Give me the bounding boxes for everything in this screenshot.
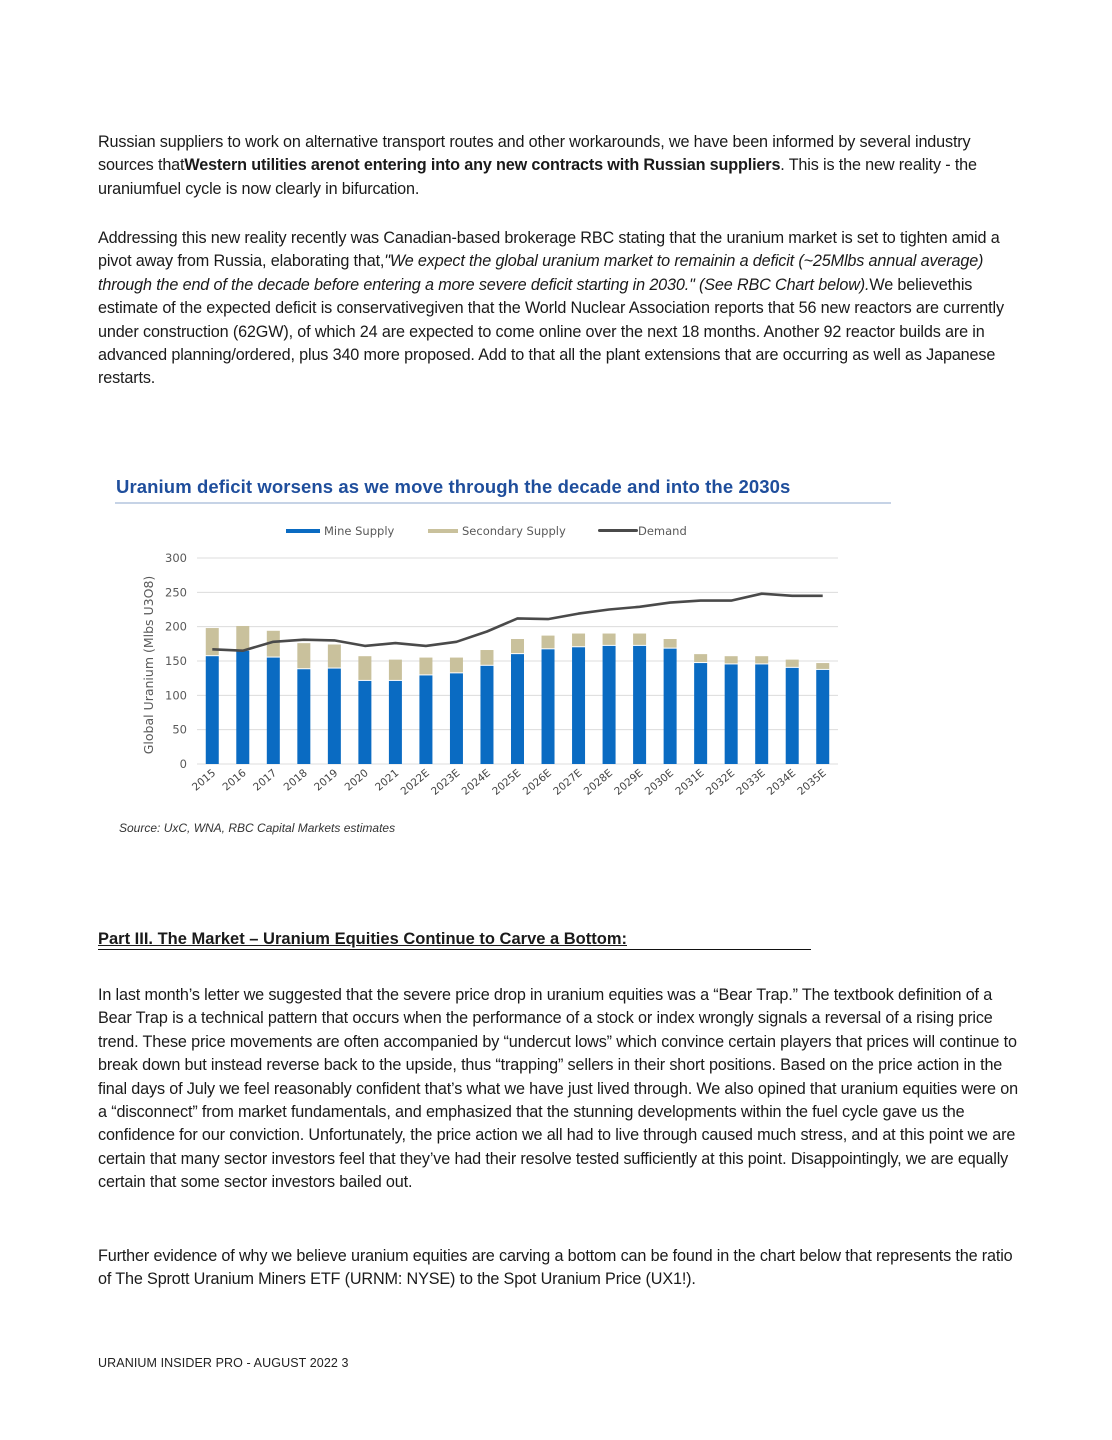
paragraph-text: Addressing this new reality recently was Canadian-based brokerage RBC stating that the uranium market is set to tighten amid a pivot away from Russia, elaborating that, <box>98 229 1000 271</box>
bar-mine-supply <box>816 670 829 764</box>
bar-secondary-supply <box>328 645 341 668</box>
bar-mine-supply <box>450 673 463 764</box>
x-tick-label: 2022E <box>398 767 432 798</box>
bar-secondary-supply <box>480 650 493 665</box>
bar-mine-supply <box>236 651 249 764</box>
y-tick-label: 300 <box>165 551 187 565</box>
legend-swatch <box>598 529 638 532</box>
x-tick-label: 2029E <box>612 767 646 798</box>
bar-mine-supply <box>358 681 371 764</box>
bars <box>206 626 829 764</box>
paragraph-text: Russian suppliers to work on alternative transport routes and other workarounds, we have been informed by several industry sources that <box>98 133 971 175</box>
y-axis-ticks <box>165 551 187 771</box>
legend-label: Demand <box>638 524 687 538</box>
bar-secondary-supply <box>755 656 768 663</box>
x-tick-label: 2030E <box>642 767 677 798</box>
bold-emphasis: Western utilities arenot entering into any new contracts with Russian suppliers <box>184 156 781 175</box>
bar-secondary-supply <box>633 634 646 645</box>
bar-mine-supply <box>542 649 555 764</box>
bar-mine-supply <box>786 668 799 764</box>
x-tick-label: 2031E <box>673 767 707 798</box>
page-footer: URANIUM INSIDER PRO - AUGUST 2022 3 <box>98 1356 349 1370</box>
legend <box>286 524 687 538</box>
x-tick-label: 2023E <box>429 767 463 798</box>
rbc-quote: "We expect the global uranium market to remainin a deficit (~25Mlbs annual average) through the end of the decade before entering a more severe deficit starting in 2030." (See RBC Chart below). <box>98 252 984 294</box>
y-tick-label: 50 <box>172 722 187 737</box>
x-tick-label: 2019 <box>312 767 341 794</box>
x-tick-label: 2021 <box>373 767 402 794</box>
bar-mine-supply <box>633 646 646 764</box>
bar-mine-supply <box>603 646 616 764</box>
y-tick-label: 200 <box>165 619 187 634</box>
paragraph-text: . This is the new reality - the uraniumfuel cycle is now clearly in bifurcation. <box>98 156 977 198</box>
bar-secondary-supply <box>389 660 402 680</box>
paragraph-bear-trap: In last month’s letter we suggested that the severe price drop in uranium equities was a “Bear Trap.” The textbook definition of a Bear Trap is a technical pattern that occurs when the performance of a stock or index wrongly signals a reversal of a rising price trend. These price movements are often accompanied by “undercut lows” which convince certain players that prices will continue to break down but instead reverse back to the upside, thus “trapping” sellers in their short positions. Based on the price action in the final days of July we feel reasonably confident that’s what we have just lived through. We also opined that uranium equities were on a “disconnect” from market fundamentals, and emphasized that the stunning developments within the fuel cycle gave us the confidence for our conviction. Unfortunately, the price action we all had to live through caused much stress, and at this point we are certain that many sector investors feel that they’ve had their resolve tested sufficiently at this point. Disappointingly, we are equally certain that some sector investors bailed out. <box>98 986 1018 1192</box>
bar-mine-supply <box>755 664 768 764</box>
paragraph-further-evidence: Further evidence of why we believe uranium equities are carving a bottom can be found in the chart below that represents the ratio of The Sprott Uranium Miners ETF (URNM: NYSE) to the Spot Uranium Price (UX1!). <box>98 1247 1013 1289</box>
x-tick-label: 2017 <box>251 767 280 794</box>
bar-secondary-supply <box>297 643 310 668</box>
section-heading: Part III. The Market – Uranium Equities Continue to Carve a Bottom: <box>98 929 811 950</box>
legend-swatch <box>286 529 320 533</box>
y-tick-label: 100 <box>165 688 187 703</box>
bar-mine-supply <box>206 656 219 764</box>
bar-secondary-supply <box>694 654 707 662</box>
bar-mine-supply <box>297 669 310 764</box>
chart-canvas <box>105 470 905 850</box>
x-tick-label: 2026E <box>520 767 554 798</box>
bar-secondary-supply <box>572 634 585 647</box>
x-axis-ticks <box>190 767 829 798</box>
bar-mine-supply <box>389 681 402 764</box>
bar-mine-supply <box>328 669 341 764</box>
bar-secondary-supply <box>419 658 432 675</box>
y-axis-label: Global Uranium (Mlbs U3O8) <box>141 575 156 755</box>
y-tick-label: 0 <box>179 757 187 771</box>
x-tick-label: 2025E <box>490 767 524 798</box>
y-tick-label: 150 <box>165 654 187 668</box>
x-tick-label: 2024E <box>459 767 493 798</box>
bar-secondary-supply <box>664 639 677 648</box>
chart-source: Source: UxC, WNA, RBC Capital Markets estimates <box>119 821 396 835</box>
x-tick-label: 2028E <box>581 767 615 798</box>
bar-secondary-supply <box>786 660 799 667</box>
bar-secondary-supply <box>542 636 555 649</box>
bar-secondary-supply <box>236 626 249 650</box>
bar-secondary-supply <box>511 639 524 653</box>
bar-mine-supply <box>725 664 738 764</box>
bar-secondary-supply <box>603 634 616 645</box>
bar-mine-supply <box>572 647 585 764</box>
bar-mine-supply <box>664 649 677 764</box>
chart-title: Uranium deficit worsens as we move through the decade and into the 2030s <box>116 476 791 497</box>
bar-mine-supply <box>267 658 280 764</box>
bar-mine-supply <box>480 666 493 764</box>
x-tick-label: 2033E <box>734 767 768 798</box>
x-tick-label: 2032E <box>703 767 738 798</box>
legend-swatch <box>428 529 458 533</box>
x-tick-label: 2015 <box>189 767 219 794</box>
paragraph-rbc-deficit <box>98 227 1028 391</box>
legend-label: Mine Supply <box>324 524 395 538</box>
x-tick-label: 2020 <box>342 767 371 794</box>
paragraph-text: We believethis estimate of the expected deficit is conservativegiven that the World Nuclear Association reports that 56 new reactors are currently under construction (62GW), of which 24 are expected to come online over the next 18 months. Another 92 reactor builds are in advanced planning/ordered, plus 340 more proposed. Add to that all the plant extensions that are occurring as well as Japanese restarts. <box>98 275 1004 388</box>
bar-secondary-supply <box>206 628 219 655</box>
bar-mine-supply <box>694 663 707 764</box>
paragraph-russian-suppliers <box>98 131 1028 201</box>
bar-mine-supply <box>419 675 432 764</box>
x-tick-label: 2027E <box>551 767 585 798</box>
bar-secondary-supply <box>450 658 463 673</box>
x-tick-label: 2018 <box>281 767 310 794</box>
x-tick-label: 2035E <box>795 767 829 798</box>
bar-secondary-supply <box>358 656 371 680</box>
bar-mine-supply <box>511 654 524 764</box>
uranium-deficit-chart <box>105 470 905 850</box>
legend-label: Secondary Supply <box>462 524 566 538</box>
x-tick-label: 2034E <box>764 767 799 798</box>
y-tick-label: 250 <box>165 585 187 600</box>
bar-secondary-supply <box>725 656 738 663</box>
x-tick-label: 2016 <box>220 767 249 794</box>
bar-secondary-supply <box>816 663 829 669</box>
